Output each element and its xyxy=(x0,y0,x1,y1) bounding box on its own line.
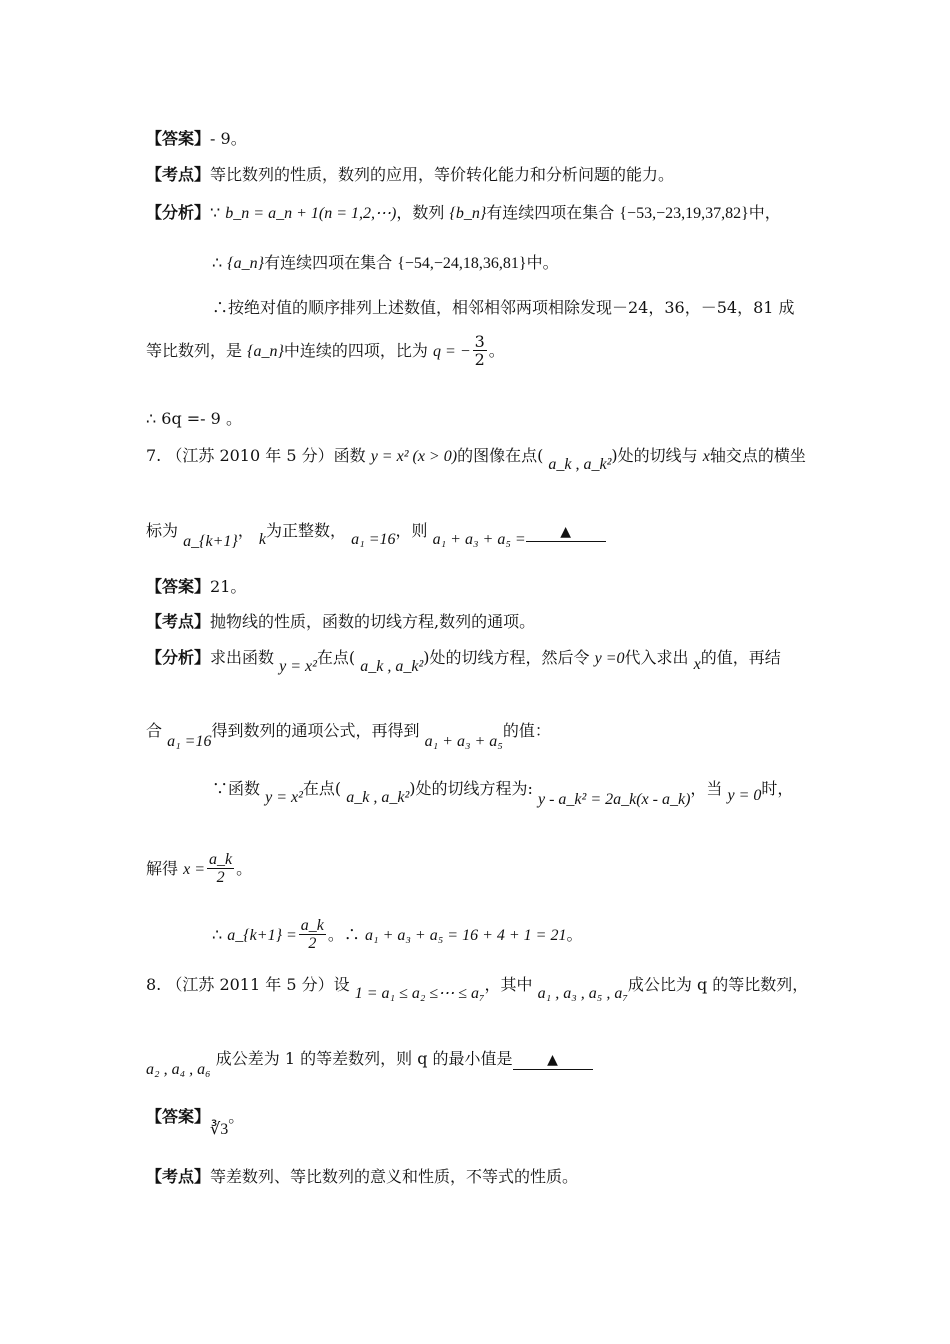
text: 合 xyxy=(146,721,163,740)
text: 。 xyxy=(488,341,505,360)
text: 解得 xyxy=(146,859,179,878)
y-zero: y =0 xyxy=(594,650,625,667)
answer-label: 【答案】 xyxy=(146,1107,211,1126)
q7-answer xyxy=(146,574,246,597)
keypoint-label: 【考点】 xyxy=(146,165,211,184)
denominator: 2 xyxy=(216,869,225,886)
q7-analysis-1 xyxy=(146,645,781,675)
denominator: 2 xyxy=(308,935,317,952)
text: 为正整数， xyxy=(266,521,347,540)
q7-line-1 xyxy=(146,443,806,473)
an-set: {a_n} xyxy=(227,255,265,272)
text: ∵函数 xyxy=(212,779,261,798)
text: 代入求出 xyxy=(624,648,689,667)
text: 有连续四项在集合 xyxy=(264,253,393,272)
an-set: {a_n} xyxy=(247,343,284,360)
function-formula: y = x² xyxy=(265,789,303,806)
text: 。∴ xyxy=(327,925,360,944)
q7-line-2 xyxy=(146,518,606,550)
answer-text: 21。 xyxy=(210,577,247,596)
text: 。 xyxy=(228,1107,245,1126)
text: 中， xyxy=(748,203,781,222)
text: )处的切线与 xyxy=(611,446,698,465)
q7-analysis-2 xyxy=(146,718,551,750)
var-x: x xyxy=(702,448,710,465)
text: 的图像在点( xyxy=(457,446,544,465)
text: 。 xyxy=(236,859,253,878)
numerator: a_k xyxy=(300,917,324,934)
set-2: {−54,−24,18,36,81} xyxy=(397,255,527,272)
q8-line-2 xyxy=(146,1046,593,1078)
analysis-line-3 xyxy=(212,295,795,318)
ratio-fraction xyxy=(473,334,487,369)
numerator: 3 xyxy=(474,332,485,351)
q7-analysis-5 xyxy=(212,918,582,953)
q7-analysis-3 xyxy=(212,776,794,808)
q8-keypoint xyxy=(146,1164,578,1187)
answer-line-1 xyxy=(146,126,247,149)
bn-formula: b_n = a_n + 1(n = 1,2,⋯) xyxy=(225,205,397,222)
analysis-line-1 xyxy=(146,200,781,223)
text: 标为 xyxy=(146,521,179,540)
text: 在点( xyxy=(316,648,356,667)
point: a_k , a_k² xyxy=(548,456,612,473)
answer-label: 【答案】 xyxy=(146,577,211,596)
text: ∴ xyxy=(212,925,223,944)
x-equals: x = xyxy=(183,861,206,878)
point: a_k , a_k² xyxy=(360,658,424,675)
set-1: {−53,−23,19,37,82} xyxy=(619,205,749,222)
keypoint-line-1 xyxy=(146,162,674,185)
answer-text: - 9。 xyxy=(210,129,247,148)
a-k-plus-1: a_{k+1} xyxy=(183,533,238,550)
answer-blank: ▲ xyxy=(513,1051,593,1070)
ratio-q: q = − xyxy=(433,343,471,360)
y-zero: y = 0 xyxy=(727,787,762,804)
text: 成公差为 1 的等差数列，则 q 的最小值是 xyxy=(215,1049,513,1068)
text: 等比数列，是 xyxy=(146,341,243,360)
x-fraction xyxy=(207,852,234,887)
text: )处的切线方程，然后令 xyxy=(423,648,590,667)
a-k-plus-1: a_{k+1} = xyxy=(227,927,297,944)
sum-expression: a₁ + a₃ + a₅ = xyxy=(432,531,526,548)
text: 。 xyxy=(566,925,583,944)
sum-expression: a₁ + a₃ + a₅ xyxy=(424,733,503,750)
analysis-line-2 xyxy=(212,250,559,273)
text: ∴按绝对值的顺序排列上述数值，相邻相邻两项相除发现－24，36，－54，81 成 xyxy=(212,298,795,317)
analysis-line-4 xyxy=(146,334,505,369)
keypoint-text: 等比数列的性质，数列的应用，等价转化能力和分析问题的能力。 xyxy=(210,165,675,184)
text: 中连续的四项，比为 xyxy=(283,341,428,360)
answer-label: 【答案】 xyxy=(146,129,211,148)
keypoint-label: 【考点】 xyxy=(146,1167,211,1186)
text: 轴交点的横坐 xyxy=(709,446,806,465)
analysis-label: 【分析】 xyxy=(146,203,211,222)
text: 时， xyxy=(761,779,794,798)
a1-value: a₁ =16 xyxy=(351,531,396,548)
text: 7. （江苏 2010 年 5 分）函数 xyxy=(146,446,366,465)
text: 中。 xyxy=(526,253,559,272)
even-terms: a₂ , a₄ , a₆ xyxy=(146,1061,211,1078)
var-k: k xyxy=(258,531,267,548)
text: 的值： xyxy=(502,721,551,740)
sum-result: a₁ + a₃ + a₅ = 16 + 4 + 1 = 21 xyxy=(365,927,567,944)
function-formula: y = x² (x > 0) xyxy=(370,448,458,465)
odd-terms: a₁ , a₃ , a₅ , a₇ xyxy=(537,985,628,1002)
point: a_k , a_k² xyxy=(346,789,410,806)
bn-set: {b_n} xyxy=(449,205,487,222)
inequality: 1 = a₁ ≤ a₂ ≤⋯ ≤ a₇ xyxy=(354,985,485,1002)
text: ，其中 xyxy=(484,975,533,994)
tangent-equation: y - a_k² = 2a_k(x - a_k) xyxy=(537,791,691,808)
text: 得到数列的通项公式，再得到 xyxy=(211,721,420,740)
answer-blank: ▲ xyxy=(526,523,606,542)
because-symbol: ∵ xyxy=(210,203,221,222)
a1-value: a₁ =16 xyxy=(167,733,212,750)
q8-answer xyxy=(146,1104,245,1138)
denominator: 2 xyxy=(474,350,485,369)
text: ∴ 6q =- 9 。 xyxy=(146,409,242,428)
text: ，则 xyxy=(395,521,428,540)
text: 求出函数 xyxy=(210,648,275,667)
text: 的值，再结 xyxy=(700,648,781,667)
text: 成公比为 q 的等比数列， xyxy=(627,975,809,994)
q7-keypoint xyxy=(146,609,535,632)
text: ，当 xyxy=(690,779,723,798)
function-formula: y = x² xyxy=(279,658,317,675)
text: 8. （江苏 2011 年 5 分）设 xyxy=(146,975,350,994)
answer-value: ∛3 xyxy=(210,1121,229,1138)
q8-line-1 xyxy=(146,972,809,1002)
keypoint-text: 抛物线的性质，函数的切线方程,数列的通项。 xyxy=(210,612,536,631)
text: 有连续四项在集合 xyxy=(486,203,615,222)
keypoint-label: 【考点】 xyxy=(146,612,211,631)
numerator: a_k xyxy=(209,851,233,868)
q7-analysis-4 xyxy=(146,852,252,887)
text: ，数列 xyxy=(396,203,445,222)
keypoint-text: 等差数列、等比数列的意义和性质，不等式的性质。 xyxy=(210,1167,579,1186)
text: 在点( xyxy=(302,779,342,798)
therefore-symbol: ∴ xyxy=(212,253,223,272)
var-x: x xyxy=(693,656,701,673)
analysis-line-5 xyxy=(146,406,242,429)
analysis-label: 【分析】 xyxy=(146,648,211,667)
text: )处的切线方程为: xyxy=(409,779,533,798)
ak-fraction xyxy=(299,918,326,953)
text: ， xyxy=(237,521,254,540)
